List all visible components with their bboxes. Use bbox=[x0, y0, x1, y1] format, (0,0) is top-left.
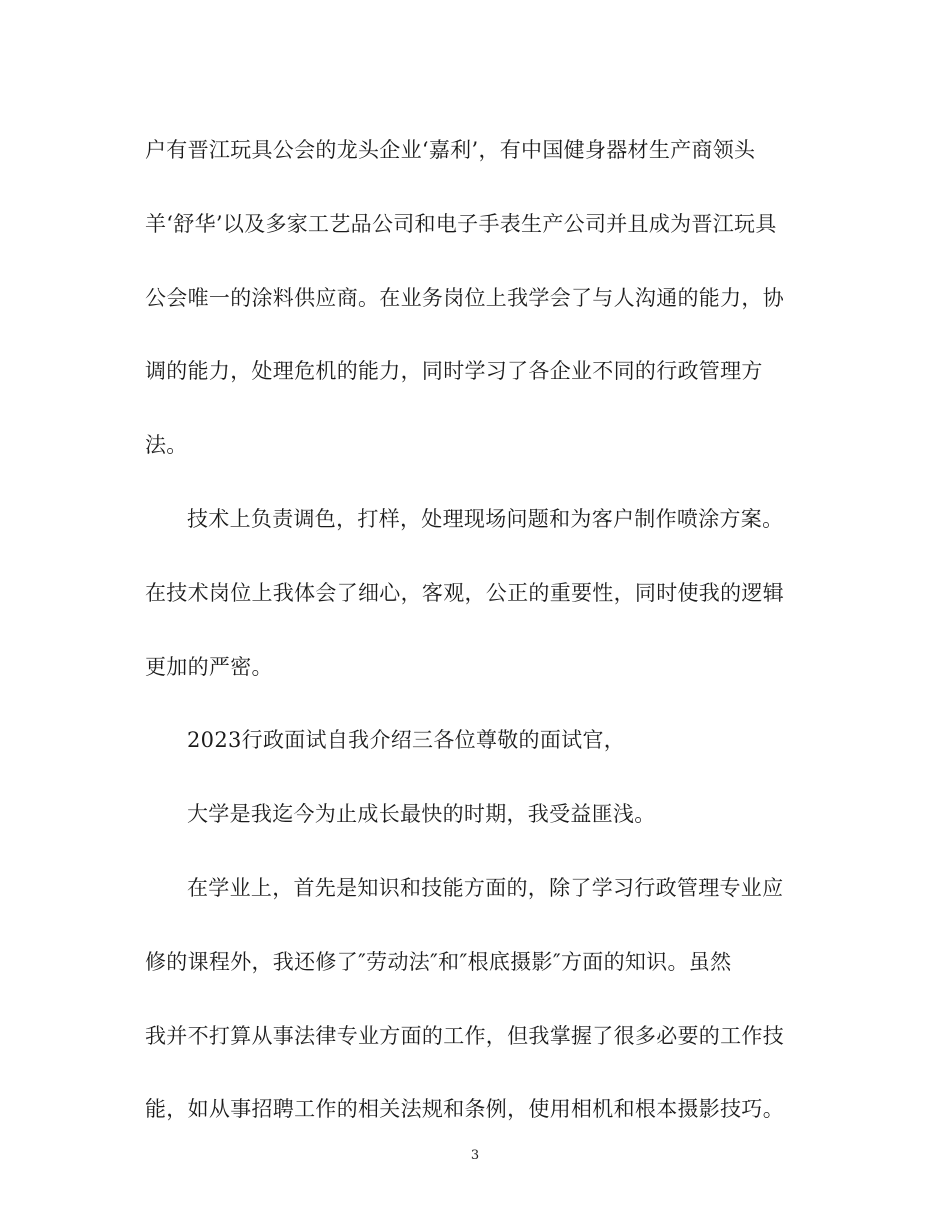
paragraph bbox=[145, 114, 810, 483]
text-line: 在技术岗位上我体会了细心，客观，公正的重要性，同时使我的逻辑 bbox=[145, 580, 784, 605]
text-line: 大学是我迄今为止成长最快的时期，我受益匪浅。 bbox=[187, 802, 656, 827]
paragraph bbox=[145, 778, 810, 852]
text-line: 公会唯一的涂料供应商。在业务岗位上我学会了与人沟通的能力，协 bbox=[145, 285, 784, 310]
text-line: 能，如从事招聘工作的相关法规和条例，使用相机和根本摄影技巧。 bbox=[145, 1097, 784, 1122]
text-line: 我并不打算从事法律专业方面的工作，但我掌握了很多必要的工作技 bbox=[145, 1023, 784, 1048]
paragraph bbox=[145, 852, 810, 1147]
text-line: 更加的严密。 bbox=[145, 654, 273, 679]
text-line: 2023行政面试自我介绍三各位尊敬的面试官， bbox=[187, 728, 626, 753]
body-text bbox=[145, 114, 810, 1147]
page-number: 3 bbox=[470, 1148, 480, 1163]
text-line: 修的课程外，我还修了″劳动法″和″根底摄影″方面的知识。虽然 bbox=[145, 949, 732, 974]
text-line: 在学业上，首先是知识和技能方面的，除了学习行政管理专业应 bbox=[187, 875, 784, 900]
text-line: 户有晋江玩具公会的龙头企业‘嘉利’，有中国健身器材生产商领头 bbox=[145, 138, 756, 162]
text-line: 技术上负责调色，打样，处理现场问题和为客户制作喷涂方案。 bbox=[187, 506, 784, 531]
text-line: 法。 bbox=[145, 433, 188, 458]
paragraph bbox=[145, 704, 810, 778]
text-line: 调的能力，处理危机的能力，同时学习了各企业不同的行政管理方 bbox=[145, 359, 763, 384]
paragraph bbox=[145, 483, 810, 704]
text-line: 羊‘舒华’以及多家工艺品公司和电子手表生产公司并且成为晋江玩具 bbox=[145, 211, 777, 236]
